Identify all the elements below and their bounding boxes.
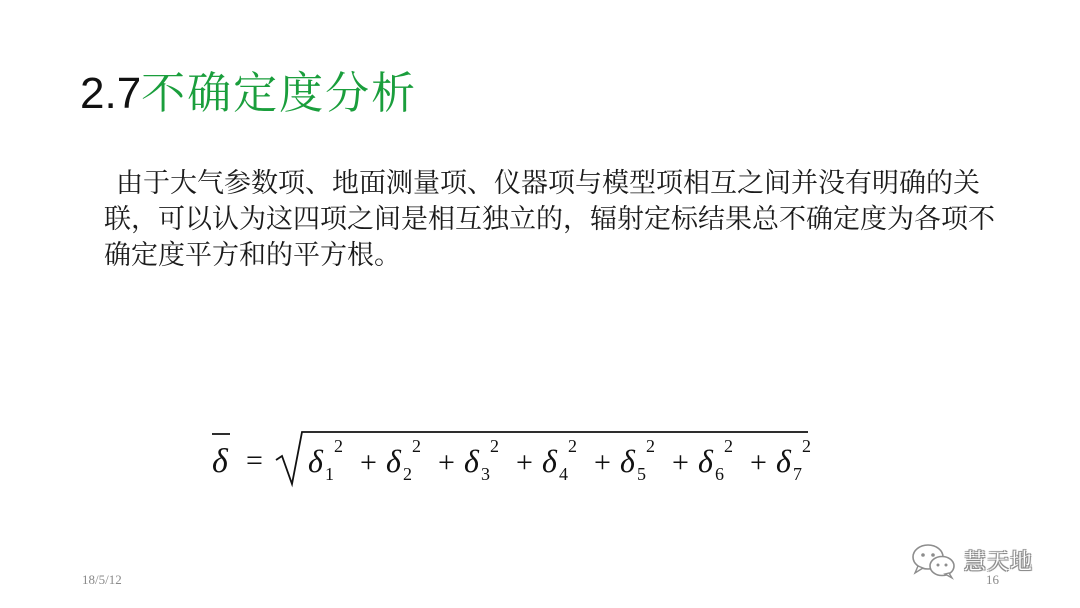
formula-delta: δ [698, 443, 713, 479]
formula-lhs-delta: δ [212, 443, 228, 480]
formula-exponent: 2 [802, 436, 811, 456]
formula-subscript: 1 [325, 464, 334, 484]
watermark [908, 540, 1033, 580]
formula-delta: δ [386, 443, 401, 479]
uncertainty-formula [200, 410, 840, 500]
slide-title [80, 64, 417, 124]
formula-delta: δ [620, 443, 635, 479]
formula-terms [308, 436, 811, 484]
formula-svg [200, 410, 840, 500]
formula-subscript: 2 [403, 464, 412, 484]
formula-subscript: 3 [481, 464, 490, 484]
watermark-text: 慧天地 [964, 549, 1034, 575]
formula-delta: δ [542, 443, 557, 479]
formula-delta: δ [776, 443, 791, 479]
formula-plus: + [594, 446, 611, 479]
formula-exponent: 2 [568, 436, 577, 456]
formula-plus: + [360, 446, 377, 479]
formula-subscript: 5 [637, 464, 646, 484]
formula-plus: + [750, 446, 767, 479]
formula-exponent: 2 [334, 436, 343, 456]
formula-plus: + [672, 446, 689, 479]
body-paragraph: 由于大气参数项、地面测量项、仪器项与模型项相互之间并没有明确的关联，可以认为这四项之间是相互独立的，辐射定标结果总不确定度为各项不确定度平方和的平方根。 [104, 168, 995, 271]
formula-plus: + [516, 446, 533, 479]
title-text: 不确定度分析 [141, 68, 418, 119]
formula-subscript: 6 [715, 464, 724, 484]
formula-exponent: 2 [412, 436, 421, 456]
formula-plus: + [438, 446, 455, 479]
formula-exponent: 2 [646, 436, 655, 456]
formula-exponent: 2 [724, 436, 733, 456]
page-number: 16 [986, 572, 999, 587]
footer-date: 18/5/12 [82, 572, 122, 587]
formula-delta: δ [464, 443, 479, 479]
formula-equals: = [246, 444, 263, 477]
wechat-chat-bubbles-icon [908, 540, 960, 580]
formula-subscript: 4 [559, 464, 568, 484]
formula-exponent: 2 [490, 436, 499, 456]
formula-subscript: 7 [793, 464, 802, 484]
title-number: 2.7 [80, 69, 142, 118]
formula-delta: δ [308, 443, 323, 479]
